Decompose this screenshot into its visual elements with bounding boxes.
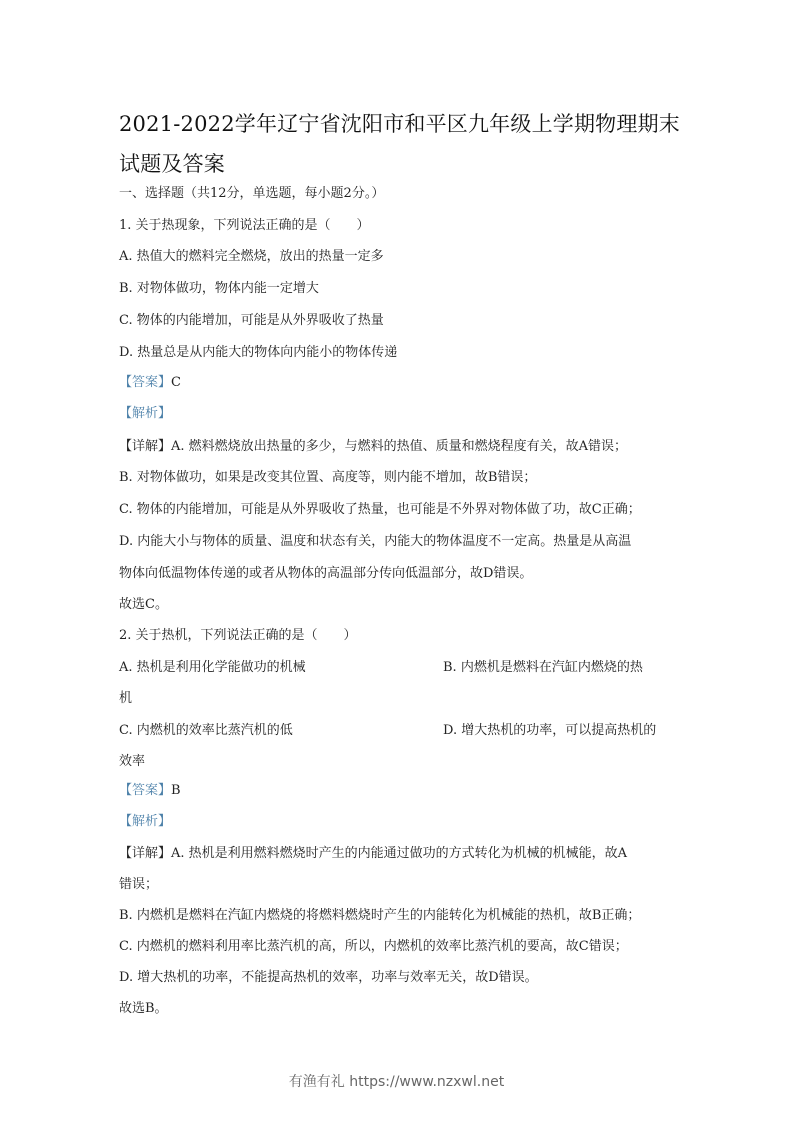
question-1-detail-line-5: 物体向低温物体传递的或者从物体的高温部分传向低温部分，故D错误。 [119,566,533,581]
question-2-option-b-wrap: 机 [119,691,133,706]
question-1-option-c: C. 物体的内能增加，可能是从外界吸收了热量 [119,313,384,328]
question-2-answer [119,782,181,800]
question-2-option-d-wrap: 效率 [119,754,146,769]
question-2-detail-line-2: 错误； [119,877,159,892]
question-2-stem: 2. 关于热机，下列说法正确的是（ ） [119,628,357,643]
question-1-detail-line-3: C. 物体的内能增加，可能是从外界吸收了热量，也可能是不外界对物体做了功，故C正确； [119,502,641,517]
question-2-detail-line-1: 【详解】A. 热机是利用燃料燃烧时产生的内能通过做功的方式转化为机械的机械能，故A [119,846,628,861]
question-2-conclusion: 故选B。 [119,1001,168,1016]
footer-watermark: 有渔有礼 https://www.nzxwl.net [288,1074,505,1090]
question-2-option-b: B. 内燃机是燃料在汽缸内燃烧的热 [443,660,643,675]
question-2-detail-line-4: C. 内燃机的燃料利用率比蒸汽机的高，所以，内燃机的效率比蒸汽机的要高，故C错误； [119,939,628,954]
title-line-1: 2021-2022学年辽宁省沈阳市和平区九年级上学期物理期末 [119,112,680,136]
question-2-analysis-label [119,813,171,831]
question-1-detail-line-4: D. 内能大小与物体的质量、温度和状态有关，内能大的物体温度不一定高。热量是从高温 [119,534,632,549]
question-1-answer [119,374,181,392]
answer-label: 【答案】 [119,375,172,390]
analysis-label: 【解析】 [119,406,172,421]
question-2-option-a: A. 热机是利用化学能做功的机械 [119,660,306,675]
answer-label: 【答案】 [119,783,172,798]
question-1-stem: 1. 关于热现象，下列说法正确的是（ ） [119,218,370,233]
question-2-option-d: D. 增大热机的功率，可以提高热机的 [443,723,657,738]
detail-label: 【详解】 [119,439,172,454]
section-heading: 一、选择题（共12分，单选题，每小题2分。） [119,186,385,201]
question-2-option-c: C. 内燃机的效率比蒸汽机的低 [119,723,293,738]
question-1-option-a: A. 热值大的燃料完全燃烧，放出的热量一定多 [119,249,384,264]
question-2-detail-line-5: D. 增大热机的功率，不能提高热机的效率，功率与效率无关，故D错误。 [119,970,538,985]
document-title [119,104,689,184]
question-1-option-b: B. 对物体做功，物体内能一定增大 [119,281,319,296]
question-1-option-d: D. 热量总是从内能大的物体向内能小的物体传递 [119,345,398,360]
answer-value: B [171,783,181,798]
detail-label: 【详解】 [119,846,172,861]
question-1-detail-line-2: B. 对物体做功，如果是改变其位置、高度等，则内能不增加，故B错误； [119,470,537,485]
analysis-label: 【解析】 [119,814,172,829]
answer-value: C [171,375,181,390]
question-1-detail-line-1: 【详解】A. 燃料燃烧放出热量的多少，与燃料的热值、质量和燃烧程度有关，故A错误； [119,439,628,454]
title-line-2: 试题及答案 [119,152,225,176]
question-1-conclusion: 故选C。 [119,597,168,612]
question-1-analysis-label [119,405,171,423]
question-2-detail-line-3: B. 内燃机是燃料在汽缸内燃烧的将燃料燃烧时产生的内能转化为机械能的热机，故B正确； [119,908,641,923]
